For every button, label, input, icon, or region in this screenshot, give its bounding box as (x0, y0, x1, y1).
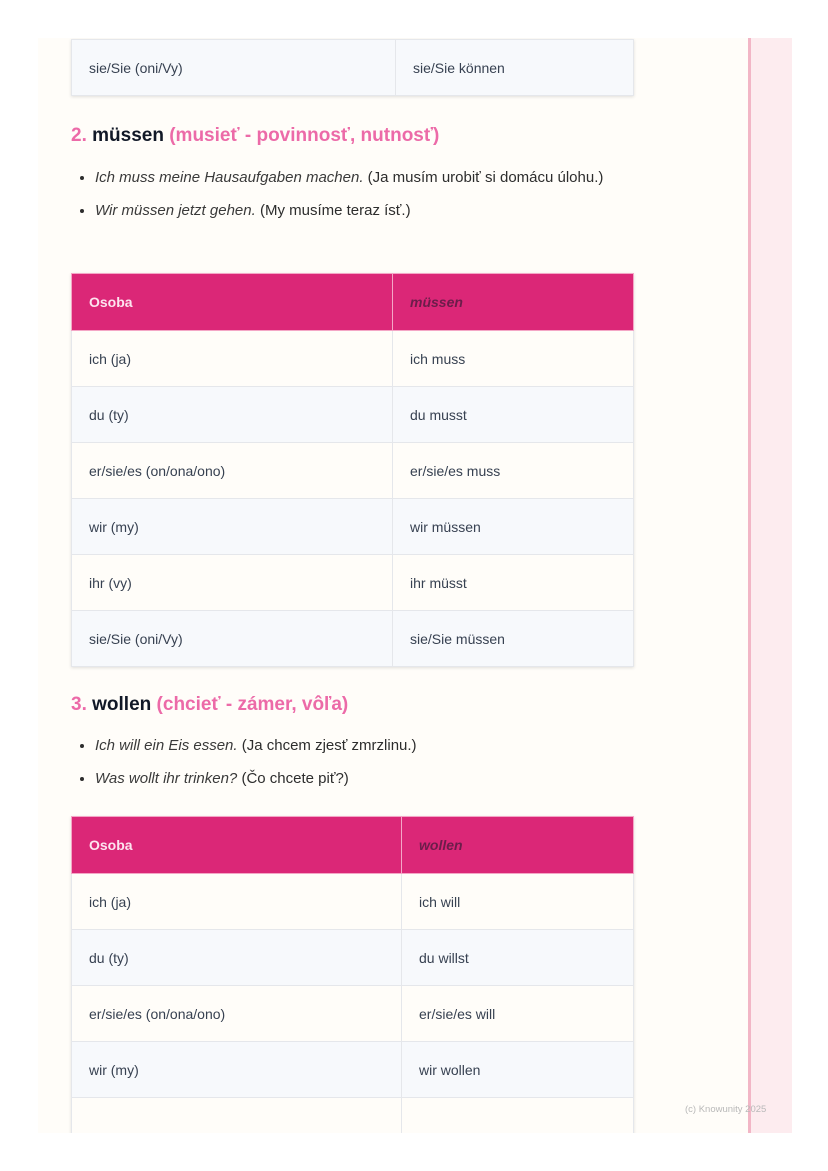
section-gloss: (chcieť - zámer, vôľa) (156, 694, 349, 715)
page-margin-area (751, 38, 792, 1133)
form-cell: sie/Sie müssen (393, 611, 634, 667)
form-cell (402, 1098, 634, 1134)
column-header-person: Osoba (72, 817, 402, 874)
table-row (72, 387, 634, 443)
table-row (72, 443, 634, 499)
form-cell: sie/Sie können (396, 40, 634, 96)
column-header-verb: müssen (393, 274, 634, 331)
form-cell: du willst (402, 930, 634, 986)
example-german: Wir müssen jetzt gehen. (95, 202, 256, 219)
person-cell: er/sie/es (on/ona/ono) (72, 986, 402, 1042)
koennen-conjugation-table-tail (71, 39, 634, 96)
muessen-conjugation-table (71, 273, 634, 667)
table-row (72, 331, 634, 387)
table-row (72, 1042, 634, 1098)
form-cell: ich muss (393, 331, 634, 387)
person-cell: wir (my) (72, 499, 393, 555)
person-cell: sie/Sie (oni/Vy) (72, 40, 396, 96)
example-german: Was wollt ihr trinken? (95, 770, 238, 787)
form-cell: er/sie/es muss (393, 443, 634, 499)
examples-list-wollen (71, 734, 615, 800)
example-german: Ich will ein Eis essen. (95, 737, 238, 754)
example-translation: (Ja musím urobiť si domácu úlohu.) (363, 169, 604, 186)
table-header-row (72, 274, 634, 331)
example-item (95, 166, 615, 190)
table-row (72, 40, 634, 96)
example-item (95, 734, 615, 758)
example-german: Ich muss meine Hausaufgaben machen. (95, 169, 364, 186)
example-translation: (Ja chcem zjesť zmrzlinu.) (237, 737, 417, 754)
example-item (95, 767, 615, 791)
wollen-conjugation-table (71, 816, 634, 1133)
section-verb: müssen (92, 125, 164, 146)
person-cell: ich (ja) (72, 331, 393, 387)
example-translation: (My musíme teraz ísť.) (255, 202, 411, 219)
section-gloss: (musieť - povinnosť, nutnosť) (169, 125, 440, 146)
table-row (72, 986, 634, 1042)
section-heading-muessen (71, 124, 671, 148)
person-cell (72, 1098, 402, 1134)
example-translation: (Čo chcete piť?) (237, 770, 349, 787)
table-row (72, 874, 634, 930)
column-header-person: Osoba (72, 274, 393, 331)
copyright-footer: (c) Knowunity 2025 (685, 1104, 767, 1115)
table-header-row (72, 817, 634, 874)
person-cell: sie/Sie (oni/Vy) (72, 611, 393, 667)
table-row (72, 555, 634, 611)
example-item (95, 199, 615, 223)
examples-list-muessen (71, 166, 615, 232)
column-header-verb: wollen (402, 817, 634, 874)
form-cell: wir müssen (393, 499, 634, 555)
form-cell: er/sie/es will (402, 986, 634, 1042)
section-heading-wollen (71, 693, 671, 717)
table-row (72, 611, 634, 667)
page-margin-line (748, 38, 751, 1133)
form-cell: ich will (402, 874, 634, 930)
section-verb: wollen (92, 694, 152, 715)
document-page (38, 38, 792, 1133)
form-cell: ihr müsst (393, 555, 634, 611)
table-row (72, 499, 634, 555)
table-row (72, 930, 634, 986)
section-number: 3. (71, 694, 87, 715)
section-number: 2. (71, 125, 87, 146)
table-row (72, 1098, 634, 1134)
person-cell: ich (ja) (72, 874, 402, 930)
person-cell: wir (my) (72, 1042, 402, 1098)
form-cell: du musst (393, 387, 634, 443)
form-cell: wir wollen (402, 1042, 634, 1098)
person-cell: du (ty) (72, 930, 402, 986)
person-cell: ihr (vy) (72, 555, 393, 611)
person-cell: er/sie/es (on/ona/ono) (72, 443, 393, 499)
person-cell: du (ty) (72, 387, 393, 443)
